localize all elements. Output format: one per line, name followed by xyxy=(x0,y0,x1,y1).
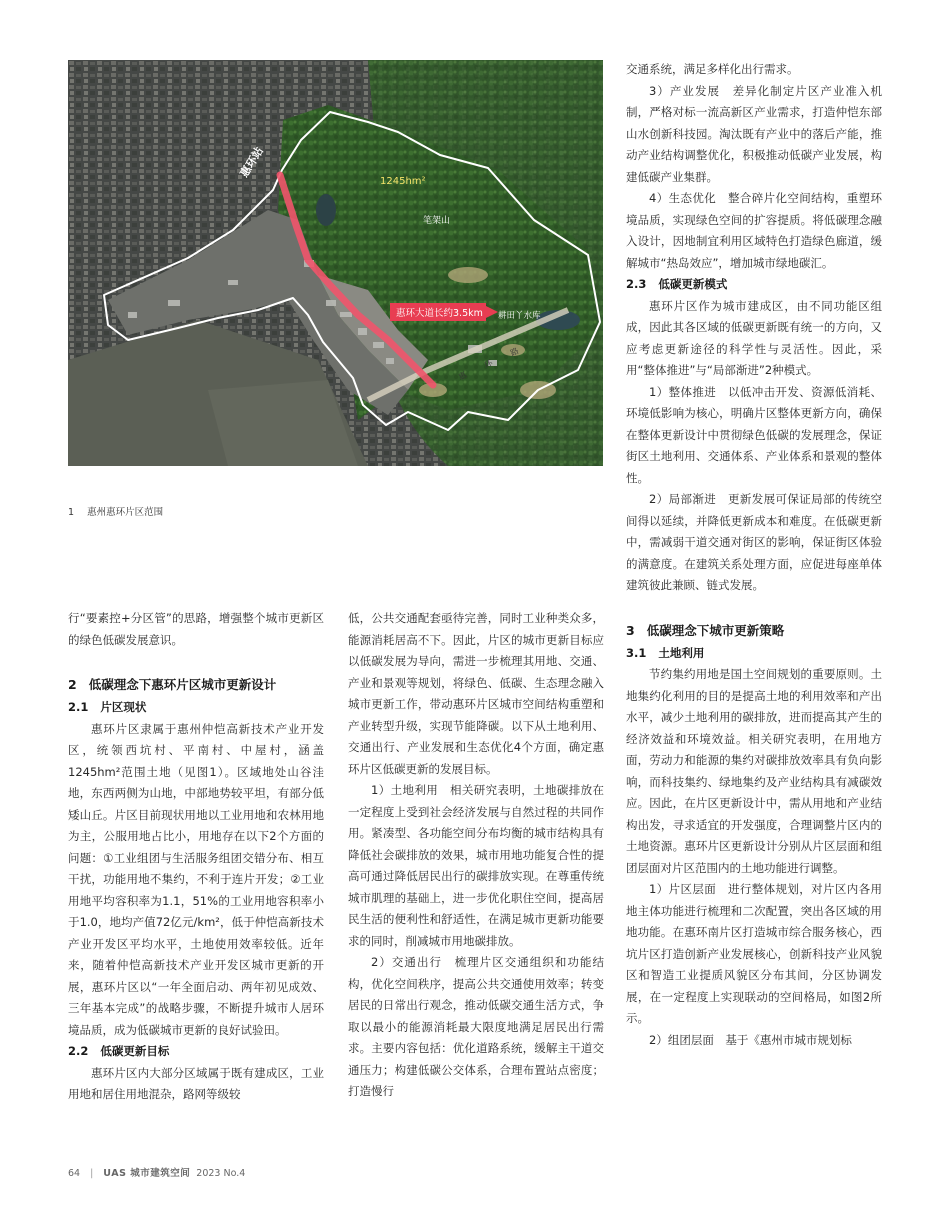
left-column xyxy=(68,608,324,1106)
heading-number: 2.1 xyxy=(68,700,89,714)
paragraph: 行“要素控+分区管”的思路，增强整个城市更新区的绿色低碳发展意识。 xyxy=(68,611,324,647)
section-heading xyxy=(68,673,324,697)
caption-number: 1 xyxy=(68,507,75,518)
middle-column xyxy=(348,608,604,1103)
paragraph: 节约集约用地是国土空间规划的重要原则。土地集约化利用的目的是提高土地的利用效率和产出水平，减少土地利用的碳排放，进而提高其产生的经济效益和环境效益。相关研究表明，在用地方面，劳动力和能源的集约对碳排放效率具有负向影响，而科技集约、绿地集约及产业结构具有减碳效应。因此，在片区更新设计中，需从用地和产业结构出发，寻求适宜的开发强度，合理调整片区内的土地资源。惠环片区更新设计分别从片区层面和组团层面对片区范围内的土地功能进行调整。 xyxy=(626,667,882,875)
map-label-reservoir: 耕田丫水库 xyxy=(498,311,541,321)
map-label-road-3: 路 xyxy=(509,346,521,358)
heading-text: 片区现状 xyxy=(100,700,147,714)
paragraph: 惠环片区隶属于惠州仲恺高新技术产业开发区，统领西坑村、平南村、中屋村，涵盖1245hm²范围土地（见图1）。区域地处山谷洼地，东西两侧为山地，中部地势较平坦，有部分低矮山丘。片区目前现状用地以工业用地和农林用地为主，公服用地占比小，用地存在以下2个方面的问题：①工业组团与生活服务组团交错分布、相互干扰，功能用地不集约，不利于连片开发；②工业用地平均容积率为1.1，51%的工业用地容积率小于1.0，地均产值72亿元/km²，低于仲恺高新技术产业开发区平均水平，土地使用效率较低。近年来，随着仲恺高新技术产业开发区城市更新的开展，惠环片区以“一年全面启动、两年初见成效、三年基本完成”的战略步骤，不断提升城市人居环境品质，成为低碳城市更新的良好试验田。 xyxy=(68,721,324,1037)
paragraph: 2）局部渐进 更新发展可保证局部的传统空间得以延续，并降低更新成本和难度。在低碳更新中，需减弱干道交通对街区的影响，保证街区体验的满意度。在建筑关系处理方面，应促进每座单体建筑彼此兼顾、链式发展。 xyxy=(626,492,882,592)
heading-number: 3 xyxy=(626,622,635,638)
section-gap xyxy=(626,597,882,619)
paragraph: 2）组团层面 基于《惠州市城市规划标 xyxy=(649,1032,852,1047)
journal-issue: 2023 No.4 xyxy=(196,1168,246,1179)
map-label-area: 1245hm² xyxy=(380,176,426,187)
figure-map xyxy=(68,60,603,466)
heading-number: 2.3 xyxy=(626,277,647,291)
heading-text: 低碳更新模式 xyxy=(658,277,728,291)
page-number: 64 xyxy=(68,1168,81,1179)
paragraph: 4）生态优化 整合碎片化空间结构，重塑环境品质，实现绿色空间的扩容提质。将低碳理念融入设计，因地制宜利用区域特色打造绿色廊道，缓解城市“热岛效应”，增加城市绿地碳汇。 xyxy=(626,191,882,270)
paragraph: 1）片区层面 进行整体规划，对片区内各用地主体功能进行梳理和二次配置，突出各区域的用地功能。在惠环南片区打造城市综合服务核心，西坑片区打造创新产业发展核心，创新科技产业风貌区和智造工业提质风貌区分布其间，分区协调发展，在一定程度上实现联动的空间格局，如图2所示。 xyxy=(626,882,882,1025)
caption-text: 惠州惠环片区范围 xyxy=(87,507,164,518)
heading-text: 低碳理念下惠环片区城市更新设计 xyxy=(88,677,277,692)
map-label-station: 惠环站 xyxy=(237,144,267,180)
heading-number: 2 xyxy=(68,677,77,692)
heading-text: 土地利用 xyxy=(658,645,705,660)
page-footer: 64 | UAS 城市建筑空间 2023 No.4 xyxy=(68,1168,246,1179)
journal-logo: UAS 城市建筑空间 xyxy=(103,1168,191,1179)
paragraph: 惠环片区内大部分区域属于既有建成区，工业用地和居住用地混杂，路网等级较 xyxy=(68,1065,324,1101)
map-label-road-length: 惠环大道长约3.5km xyxy=(396,308,483,319)
map-label-road-1: 惠 xyxy=(457,370,469,382)
subsection-heading xyxy=(626,643,882,665)
figure-caption xyxy=(68,504,163,518)
heading-number: 2.2 xyxy=(68,1044,89,1058)
right-column-top xyxy=(626,59,882,1051)
paragraph: 2）交通出行 梳理片区交通组织和功能结构，优化空间秩序，提高公共交通使用效率；转变居民的日常出行观念，推动低碳交通生活方式，争取以最小的能源消耗最大限度地满足居民出行需求。主要内容包括：优化道路系统，缓解主干道交通压力；构建低碳公交体系，合理布置站点密度；打造慢行 xyxy=(348,955,604,1098)
subsection-heading xyxy=(68,697,324,719)
road-length-callout xyxy=(390,303,498,321)
satellite-image xyxy=(68,60,603,466)
section-gap xyxy=(68,651,324,673)
map-label-mountain: 笔架山 xyxy=(423,216,451,226)
heading-text: 低碳理念下城市更新策略 xyxy=(646,622,785,638)
paragraph: 交通系统，满足多样化出行需求。 xyxy=(626,62,799,76)
paragraph: 低，公共交通配套亟待完善，同时工业种类众多，能源消耗居高不下。因此，片区的城市更新目标应以低碳发展为导向，需进一步梳理其用地、交通、产业和景观等规划，将绿色、低碳、生态理念融入城市更新工作，带动惠环片区城市空间结构重塑和产业转型升级，实现节能降碳。以下从土地利用、交通出行、产业发展和生态优化4个方面，确定惠环片区低碳更新的发展目标。 xyxy=(348,611,604,776)
subsection-heading xyxy=(68,1041,324,1063)
paragraph: 3）产业发展 差异化制定片区产业准入机制，严格对标一流高新区产业需求，打造仲恺东部山水创新科技园。淘汰既有产业中的落后产能，推动产业结构调整优化，积极推动低碳产业发展，构建低碳产业集群。 xyxy=(626,83,882,184)
map-label-road-2: 环 xyxy=(483,358,495,370)
paragraph: 惠环片区作为城市建成区，由不同功能区组成，因此其各区域的低碳更新既有统一的方向，又应考虑更新途径的科学性与灵活性。因此，采用“整体推进”与“局部渐进”2种模式。 xyxy=(626,298,882,377)
paragraph: 1）整体推进 以低冲击开发、资源低消耗、环境低影响为核心，明确片区整体更新方向，确保在整体更新设计中贯彻绿色低碳的发展理念，保证街区土地利用、交通体系、产业体系和景观的整体性。 xyxy=(626,384,882,485)
heading-number: 3.1 xyxy=(626,645,647,660)
section-heading xyxy=(626,619,882,643)
subsection-heading xyxy=(626,274,882,296)
paragraph: 1）土地利用 相关研究表明，土地碳排放在一定程度上受到社会经济发展与自然过程的共同作用。紧凑型、各功能空间分布均衡的城市结构具有降低社会碳排放的效果，城市用地功能复合性的提高可通过降低居民出行的碳排放实现。在尊重传统城市肌理的基础上，进一步优化职住空间，提高居民生活的便利性和舒适性，在满足城市更新功能要求的同时，削减城市用地碳排放。 xyxy=(348,783,604,948)
heading-text: 低碳更新目标 xyxy=(100,1044,170,1058)
